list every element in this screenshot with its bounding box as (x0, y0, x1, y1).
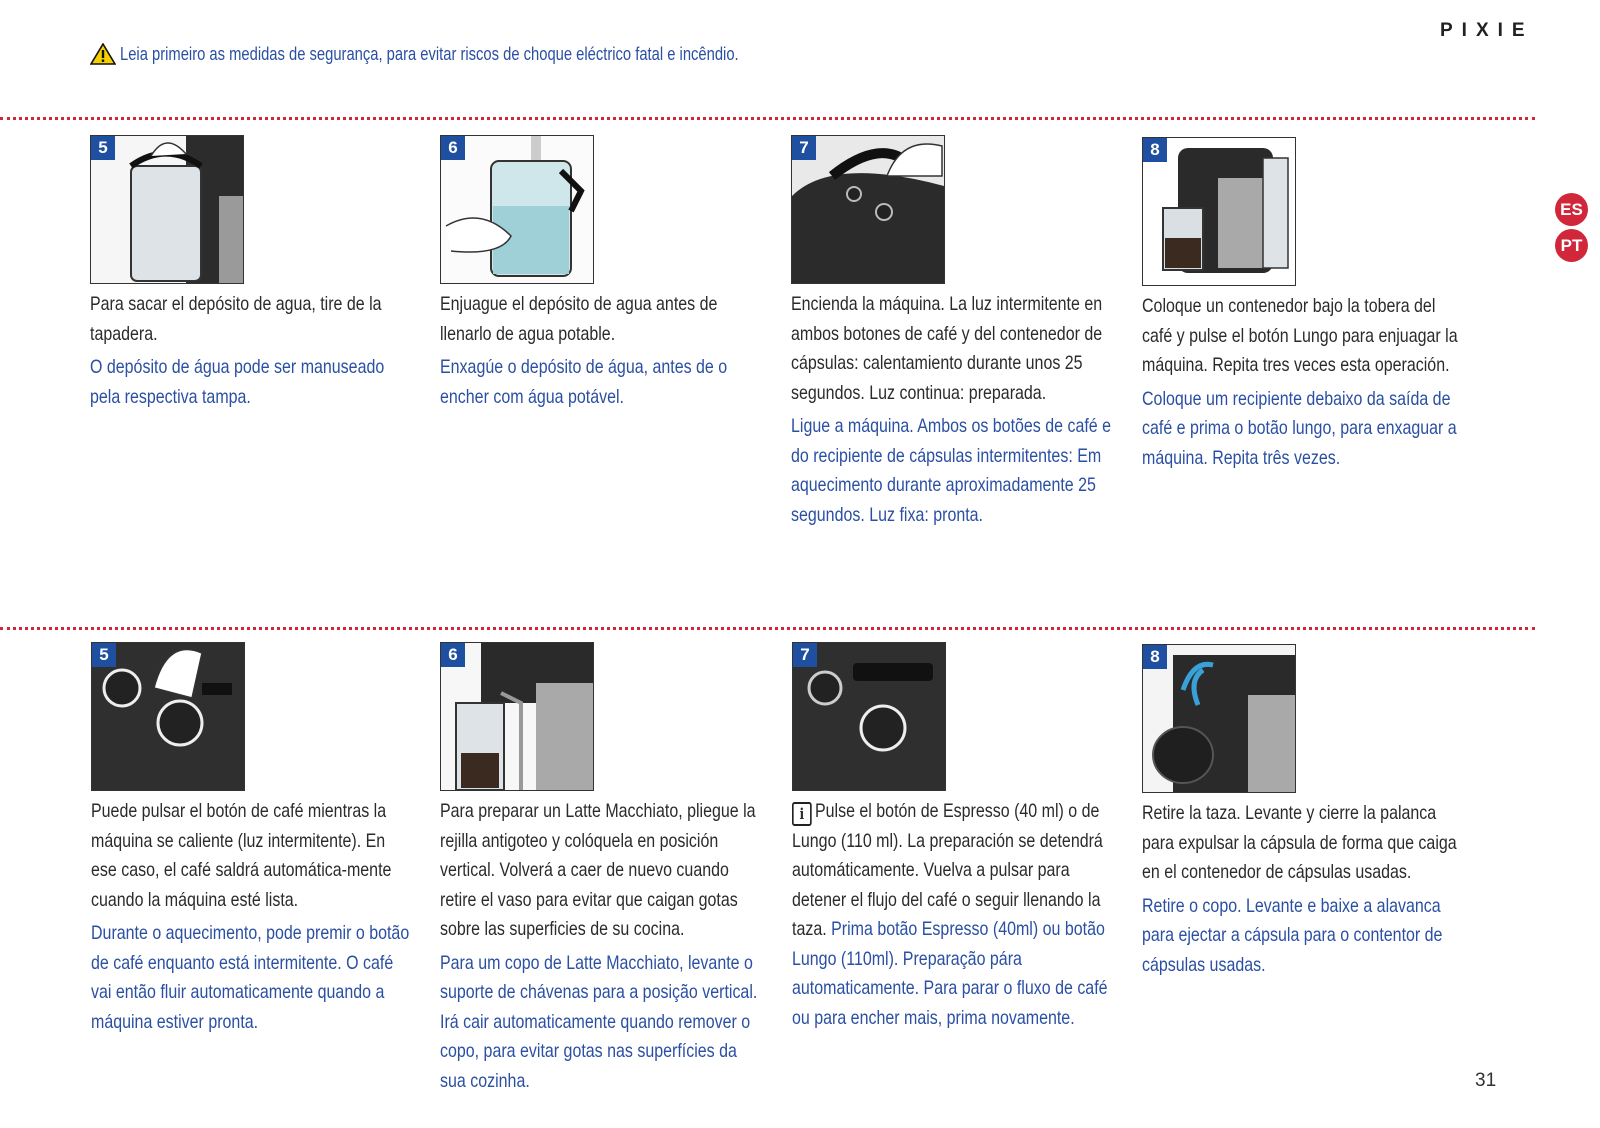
step-bottom-5 (91, 642, 421, 1037)
step-number-badge: 5 (91, 136, 115, 160)
instruction-es: Enjuague el depósito de agua antes de llenarlo de agua potable. (440, 293, 718, 345)
step-bottom-8 (1142, 644, 1472, 980)
instruction-pt: Enxagúe o depósito de água, antes de o encher com água potável. (440, 356, 728, 408)
instruction-es: Coloque un contenedor bajo la tobera del café y pulse el botón Lungo para enjuagar la máquina. Repita tres veces esta operación. (1142, 295, 1458, 376)
step-number-badge: 8 (1143, 645, 1167, 669)
instruction-pt: Prima botão Espresso (40ml) ou botão Lungo (110ml). Preparação pára automaticamente. Para parar o fluxo de café ou para encher mais, prima novamente. (792, 918, 1108, 1029)
step-number-badge: 6 (441, 136, 465, 160)
step-number-badge: 5 (92, 643, 116, 667)
instruction-es: Para preparar un Latte Macchiato, pliegue la rejilla antigoteo y colóquela en posición vertical. Volverá a caer de nuevo cuando retire el vaso para evitar que caigan gotas sobre las superficies de su cocina. (440, 800, 756, 940)
machine-power-on-icon (791, 135, 945, 284)
instruction-es: Para sacar el depósito de agua, tire de la tapadera. (90, 293, 382, 345)
step-number-badge: 8 (1143, 138, 1167, 162)
lang-badge-es: ES (1555, 193, 1588, 226)
water-tank-removal-icon (90, 135, 244, 284)
instruction-es (792, 797, 1116, 1033)
instruction-es: Retire la taza. Levante y cierre la palanca para expulsar la cápsula de forma que caiga en el contenedor de cápsulas usadas. (1142, 802, 1457, 883)
latte-glass-icon (440, 642, 594, 791)
warning-text: Leia primeiro as medidas de segurança, para evitar riscos de choque eléctrico fatal e incêndio. (120, 43, 739, 64)
step-number-badge: 7 (792, 136, 816, 160)
step-top-5 (90, 135, 420, 412)
warning-triangle-icon (90, 43, 116, 65)
brand-logo: PIXIE (1440, 20, 1534, 41)
safety-warning (90, 43, 874, 65)
instruction-pt: Ligue a máquina. Ambos os botões de café e do recipiente de cápsulas intermitentes: Em aquecimento durante aproximadamente 25 segundos. Luz fixa: pronta. (791, 415, 1112, 526)
instruction-es: Puede pulsar el botón de café mientras la máquina se caliente (luz intermitente). En ese caso, el café saldrá automática-mente cuando la máquina esté lista. (91, 800, 392, 911)
step-number-badge: 6 (441, 643, 465, 667)
lever-eject-icon (1142, 644, 1296, 793)
step-top-7 (791, 135, 1121, 530)
water-tank-filling-icon (440, 135, 594, 284)
espresso-lungo-buttons-icon (792, 642, 946, 791)
instruction-pt: Retire o copo. Levante e baixe a alavanca para ejectar a cápsula para o contentor de cápsulas usadas. (1142, 894, 1443, 976)
page-number: 31 (1475, 1070, 1497, 1091)
step-top-6 (440, 135, 770, 412)
instruction-pt: Durante o aquecimento, pode premir o botão de café enquanto está intermitente. O café vai então fluir automaticamente quando a máquina estiver pronta. (91, 922, 410, 1033)
step-bottom-7 (792, 642, 1122, 1033)
step-number-badge: 7 (793, 643, 817, 667)
info-icon: i (792, 802, 812, 826)
step-top-8 (1142, 137, 1472, 473)
instruction-es-text: Pulse el botón de Espresso (40 ml) o de Lungo (110 ml). La preparación se detendrá automáticamente. Vuelva a pulsar para detener el flujo del café o seguir llenando la taza. (792, 800, 1103, 940)
instruction-es: Encienda la máquina. La luz intermitente en ambos botones de café y del contenedor de cápsulas: calentamiento durante unos 25 segundos. Luz continua: preparada. (791, 293, 1103, 404)
instruction-pt: O depósito de água pode ser manuseado pela respectiva tampa. (90, 356, 385, 408)
lang-badge-pt: PT (1555, 229, 1588, 262)
section-divider-bottom (0, 627, 1535, 630)
step-bottom-6 (440, 642, 770, 1096)
machine-with-cup-icon (1142, 137, 1296, 286)
instruction-pt: Para um copo de Latte Macchiato, levante o suporte de chávenas para a posição vertical. Irá cair automaticamente quando remover o copo, para evitar gotas nas superfícies da sua cozinha. (440, 951, 758, 1092)
coffee-button-press-icon (91, 642, 245, 791)
instruction-pt: Coloque um recipiente debaixo da saída de café e prima o botão lungo, para enxaguar a máquina. Repita três vezes. (1142, 387, 1457, 469)
section-divider-top (0, 117, 1535, 120)
